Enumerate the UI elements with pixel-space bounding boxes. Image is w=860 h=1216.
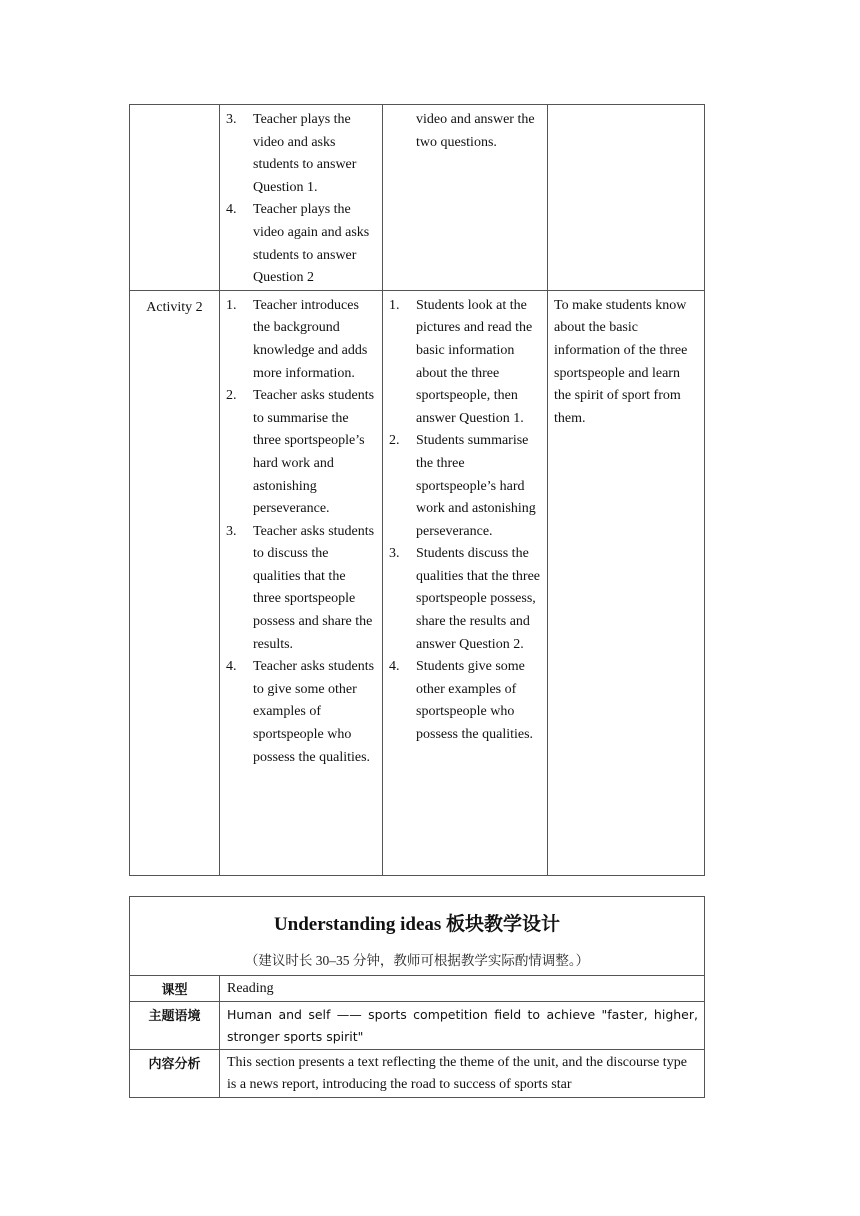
title-cell — [130, 897, 705, 976]
understanding-ideas-design-table — [129, 896, 705, 1098]
section-title: Understanding ideas 板块教学设计 — [273, 914, 561, 935]
table-row — [130, 897, 705, 976]
table-row — [130, 1001, 705, 1049]
row-value: Reading — [220, 976, 705, 1002]
student-activity-cell: video and answer the two questions. — [383, 105, 548, 291]
purpose-cell: To make students know about the basic information of the three sportspeople and learn the spirit of sport from them. — [548, 290, 705, 875]
table-row — [130, 976, 705, 1002]
list-item: 4. Teacher asks students to give some other examples of sportspeople who possess the qualities. — [226, 659, 375, 765]
row-value: Human and self —— sports competition field to achieve "faster, higher, stronger sports spirit" — [220, 1001, 705, 1049]
teacher-activity-cell — [220, 105, 383, 291]
activity-cell: Activity 2 — [130, 290, 220, 875]
teacher-activity-cell — [220, 290, 383, 875]
row-label: 内容分析 — [130, 1049, 220, 1097]
table-row — [130, 105, 705, 291]
list-item: 2. Teacher asks students to summarise the three sportspeople’s hard work and astonishing perseverance. — [226, 388, 375, 517]
table-row — [130, 290, 705, 875]
list-item: 2. Students summarise the three sportspeople’s hard work and astonishing perseverance. — [389, 433, 536, 539]
list-item: 4. Students give some other examples of sportspeople who possess the qualities. — [389, 659, 534, 743]
row-label: 主题语境 — [130, 1001, 220, 1049]
table-row — [130, 1049, 705, 1097]
list-item: 4. Teacher plays the video again and asks students to answer Question 2 — [226, 202, 370, 286]
list-item: 3. Students discuss the qualities that the three sportspeople possess, share the results and answer Question 2. — [389, 546, 541, 652]
list-item: 3. Teacher plays the video and asks students to answer Question 1. — [226, 112, 357, 195]
row-value: This section presents a text reflecting the theme of the unit, and the discourse type is a news report, introducing the road to success of sports star — [220, 1049, 705, 1097]
list-item: 3. Teacher asks students to discuss the qualities that the three sportspeople possess and share the results. — [226, 523, 375, 652]
section-subtitle: （建议时长 30–35 分钟，教师可根据教学实际酌情调整。） — [244, 953, 590, 968]
row-label: 课型 — [130, 976, 220, 1002]
list-item: 1. Students look at the pictures and read the basic information about the three sportspeople, then answer Question 1. — [389, 297, 533, 426]
list-item: 1. Teacher introduces the background knowledge and adds more information. — [226, 297, 368, 381]
purpose-cell — [548, 105, 705, 291]
lesson-activity-table — [129, 104, 705, 876]
activity-cell — [130, 105, 220, 291]
student-activity-cell — [383, 290, 548, 875]
